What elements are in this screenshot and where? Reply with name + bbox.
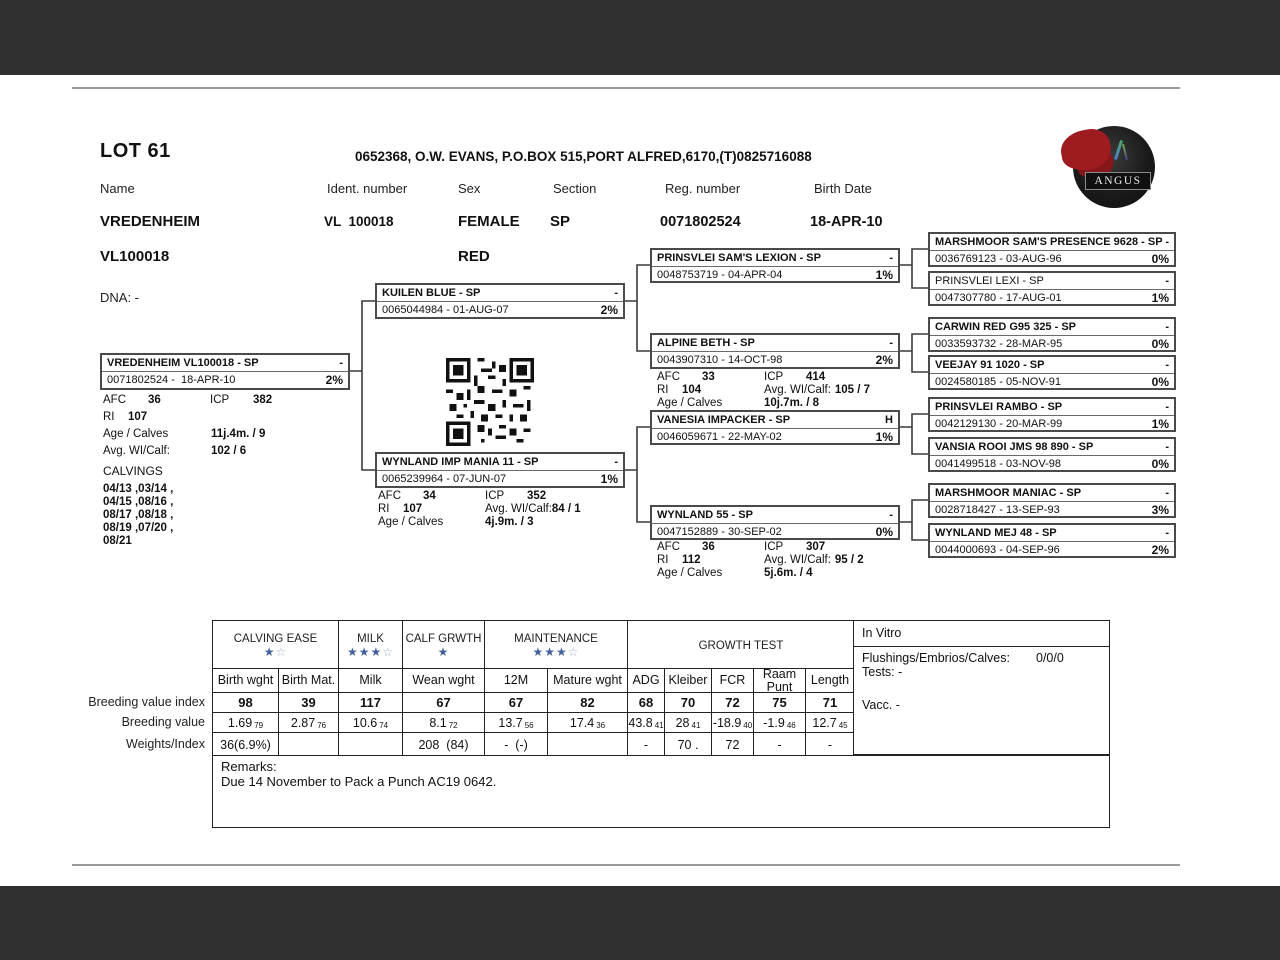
weights-cell: 72 <box>712 733 754 756</box>
index-cell: 82 <box>548 693 628 713</box>
reg-and-date: 0028718427 - 13-SEP-93 <box>935 503 1060 516</box>
group-milk <box>339 621 403 669</box>
status-flag: - <box>889 337 893 349</box>
pedigree-box-gen4-4 <box>928 355 1176 390</box>
index-cell: 39 <box>279 693 339 713</box>
col-header-raam-punt: Raam Punt <box>754 669 806 693</box>
animal-name-value: VREDENHEIM <box>100 213 201 230</box>
reg-and-date: 0033593732 - 28-MAR-95 <box>935 337 1063 350</box>
index-cell: 71 <box>806 693 854 713</box>
weights-cell: 208 (84) <box>403 733 485 756</box>
qr-code <box>446 358 534 446</box>
group-title: GROWTH TEST <box>698 640 784 652</box>
ri-label: RI <box>657 384 669 396</box>
accuracy: 46 <box>786 721 796 730</box>
group-calf-growth <box>403 621 485 669</box>
breeding-value-cell: 10.6 74 <box>339 713 403 733</box>
animal-name: VANSIA ROOI JMS 98 890 - SP <box>935 441 1094 453</box>
age-calves-value: 10j.7m. / 8 <box>764 397 819 409</box>
ri-value: 112 <box>682 554 701 566</box>
col-header-birth-mat: Birth Mat. <box>279 669 339 693</box>
animal-name: WYNLAND IMP MANIA 11 - SP <box>382 456 539 468</box>
group-maintenance <box>485 621 628 669</box>
status-flag: - <box>1165 527 1169 539</box>
col-header-wean-wght: Wean wght <box>403 669 485 693</box>
inbreeding-pct: 0% <box>1151 456 1169 471</box>
ident-label: Ident. number <box>327 181 408 196</box>
age-calves-label: Age / Calves <box>103 428 169 440</box>
afc-label: AFC <box>378 490 401 502</box>
avg-wi-label: Avg. WI/Calf: <box>485 503 552 515</box>
logo-banner-text: ANGUS <box>1085 172 1151 190</box>
reg-and-date: 0046059671 - 22-MAY-02 <box>657 430 782 443</box>
reg-value: 0071802524 <box>660 214 741 230</box>
birth-value: 18-APR-10 <box>810 214 883 230</box>
icp-value: 352 <box>527 490 547 502</box>
pedigree-box-gen4-6 <box>928 437 1176 472</box>
dna-value: DNA: - <box>100 290 139 305</box>
pedigree-box-gen4-1 <box>928 232 1176 267</box>
pedigree-box-gen4-8 <box>928 523 1176 558</box>
pedigree-box-subject <box>100 353 350 390</box>
stats-dam <box>378 490 628 529</box>
afc-label: AFC <box>657 371 680 383</box>
group-title: MAINTENANCE <box>514 633 598 645</box>
reg-label: Reg. number <box>665 181 741 196</box>
calvings-label: CALVINGS <box>103 464 163 478</box>
remarks-label: Remarks: <box>221 759 277 774</box>
status-flag: - <box>1165 359 1169 371</box>
avg-wi-label: Avg. WI/Calf: <box>103 445 170 457</box>
breeding-value-cell: 8.1 72 <box>403 713 485 733</box>
section-value: SP <box>550 213 571 230</box>
status-flag: H <box>885 414 893 426</box>
reg-and-date: 0043907310 - 14-OCT-98 <box>657 353 783 366</box>
breeding-value-table <box>212 620 855 757</box>
reg-and-date: 0065044984 - 01-AUG-07 <box>382 303 509 316</box>
pedigree-box-gen4-7 <box>928 483 1176 518</box>
weights-cell: 36(6.9%) <box>213 733 279 756</box>
animal-name: PRINSVLEI RAMBO - SP <box>935 401 1063 413</box>
status-flag: - <box>1165 275 1169 287</box>
reg-and-date: 0065239964 - 07-JUN-07 <box>382 472 507 485</box>
in-vitro-box <box>853 620 1110 755</box>
stats-subject <box>103 392 383 460</box>
ri-label: RI <box>657 554 669 566</box>
pedigree-box-gen4-2 <box>928 271 1176 306</box>
accuracy: 56 <box>524 721 534 730</box>
afc-value: 34 <box>423 490 436 502</box>
avg-wi-value: 95 / 2 <box>834 554 864 566</box>
group-growth-test <box>628 621 854 669</box>
ri-value: 107 <box>403 503 423 515</box>
accuracy: 36 <box>596 721 606 730</box>
viewer-top-bar <box>0 0 1280 75</box>
status-flag: - <box>1165 487 1169 499</box>
filled-stars-icon: ★ <box>263 645 276 659</box>
inbreeding-pct: 1% <box>600 471 618 486</box>
breeding-value-cell: 28 41 <box>665 713 712 733</box>
col-header-fcr: FCR <box>712 669 754 693</box>
weights-cell <box>339 733 403 756</box>
flushings-label: Flushings/Embrios/Calves: <box>862 651 1010 665</box>
animal-name: VREDENHEIM VL100018 - SP <box>107 357 259 369</box>
status-flag: - <box>1165 401 1169 413</box>
angus-logo <box>1061 124 1159 212</box>
calvings-line: 08/19 ,07/20 , <box>103 522 174 534</box>
index-cell: 75 <box>754 693 806 713</box>
inbreeding-pct: 1% <box>875 267 893 282</box>
accuracy: 41 <box>691 721 701 730</box>
animal-name: ALPINE BETH - SP <box>657 337 755 349</box>
name-label: Name <box>100 181 135 196</box>
age-calves-value: 5j.6m. / 4 <box>764 567 813 579</box>
weights-cell: - <box>754 733 806 756</box>
animal-name: MARSHMOOR MANIAC - SP <box>935 487 1082 499</box>
tests-value: Tests: - <box>862 665 903 679</box>
col-header-milk: Milk <box>339 669 403 693</box>
inbreeding-pct: 2% <box>600 302 618 317</box>
reg-and-date: 0071802524 - 18-APR-10 <box>107 373 236 386</box>
accuracy: 74 <box>379 721 389 730</box>
ident-value: VL 100018 <box>324 214 394 229</box>
icp-label: ICP <box>764 371 784 383</box>
animal-name: WYNLAND MEJ 48 - SP <box>935 527 1057 539</box>
calvings-line: 08/21 <box>103 535 132 547</box>
weights-cell: - (-) <box>485 733 548 756</box>
hollow-stars-icon: ☆ <box>382 645 395 659</box>
index-cell: 68 <box>628 693 665 713</box>
inbreeding-pct: 2% <box>875 352 893 367</box>
breeding-value-cell: -18.9 40 <box>712 713 754 733</box>
weights-cell <box>548 733 628 756</box>
index-cell: 70 <box>665 693 712 713</box>
status-flag: - <box>614 456 618 468</box>
top-divider <box>72 87 1180 89</box>
group-title: CALF GRWTH <box>405 633 482 645</box>
accuracy: 76 <box>317 721 327 730</box>
accuracy: 41 <box>654 721 664 730</box>
group-title: CALVING EASE <box>233 633 318 645</box>
row-label-index: Breeding value index <box>88 695 205 709</box>
avg-wi-value: 102 / 6 <box>211 445 247 457</box>
afc-value: 36 <box>148 394 161 406</box>
reg-and-date: 0042129130 - 20-MAR-99 <box>935 417 1063 430</box>
age-calves-value: 4j.9m. / 3 <box>485 516 534 528</box>
viewer-bottom-bar <box>0 886 1280 960</box>
col-header-birth-wght: Birth wght <box>213 669 279 693</box>
filled-stars-icon: ★★★ <box>346 645 383 659</box>
pedigree-box-gen3-4 <box>650 505 900 540</box>
hollow-stars-icon: ☆ <box>567 645 580 659</box>
animal-name: PRINSVLEI LEXI - SP <box>935 275 1044 287</box>
age-calves-label: Age / Calves <box>378 516 444 528</box>
owner-line: 0652368, O.W. EVANS, P.O.BOX 515,PORT ALFRED,6170,(T)0825716088 <box>355 149 812 164</box>
col-header-adg: ADG <box>628 669 665 693</box>
pedigree-box-gen3-3 <box>650 410 900 445</box>
breeding-value-cell: 13.7 56 <box>485 713 548 733</box>
index-cell: 67 <box>403 693 485 713</box>
breeding-value-cell: 2.87 76 <box>279 713 339 733</box>
sex-value: FEMALE <box>458 213 520 230</box>
animal-name: MARSHMOOR SAM'S PRESENCE 9628 - SP <box>935 236 1163 248</box>
col-header-length: Length <box>806 669 854 693</box>
avg-wi-value: 105 / 7 <box>834 384 871 396</box>
calvings-line: 04/13 ,03/14 , <box>103 483 174 495</box>
group-title: MILK <box>357 633 384 645</box>
status-flag: - <box>1165 236 1169 248</box>
inbreeding-pct: 1% <box>1151 290 1169 305</box>
reg-and-date: 0041499518 - 03-NOV-98 <box>935 457 1061 470</box>
icp-label: ICP <box>210 394 230 406</box>
accuracy: 40 <box>743 721 753 730</box>
filled-stars-icon: ★ <box>437 645 450 659</box>
accuracy: 45 <box>838 721 848 730</box>
animal-name: VEEJAY 91 1020 - SP <box>935 359 1045 371</box>
in-vitro-title: In Vitro <box>854 621 1109 647</box>
breeding-value-cell: -1.9 46 <box>754 713 806 733</box>
colour-value: RED <box>458 248 490 265</box>
ri-label: RI <box>103 411 115 423</box>
pedigree-box-gen3-1 <box>650 248 900 283</box>
inbreeding-pct: 0% <box>1151 374 1169 389</box>
sex-label: Sex <box>458 181 481 196</box>
status-flag: - <box>889 509 893 521</box>
pedigree-box-sire <box>375 283 625 319</box>
group-calving-ease <box>213 621 339 669</box>
index-cell: 98 <box>213 693 279 713</box>
inbreeding-pct: 2% <box>1151 542 1169 557</box>
inbreeding-pct: 3% <box>1151 502 1169 517</box>
breeding-value-cell: 1.69 79 <box>213 713 279 733</box>
breeding-value-cell: 12.7 45 <box>806 713 854 733</box>
breeding-value-cell: 43.8 41 <box>628 713 665 733</box>
icp-value: 307 <box>806 541 826 553</box>
avg-wi-label: Avg. WI/Calf: <box>764 554 831 566</box>
icp-value: 382 <box>253 394 273 406</box>
accuracy: 72 <box>448 721 458 730</box>
filled-stars-icon: ★★★ <box>532 645 568 659</box>
index-cell: 72 <box>712 693 754 713</box>
afc-label: AFC <box>657 541 680 553</box>
index-cell: 67 <box>485 693 548 713</box>
hollow-stars-icon: ☆ <box>275 645 288 659</box>
ri-label: RI <box>378 503 390 515</box>
inbreeding-pct: 1% <box>875 429 893 444</box>
afc-value: 33 <box>702 371 715 383</box>
reg-and-date: 0044000693 - 04-SEP-96 <box>935 543 1060 556</box>
status-flag: - <box>614 287 618 299</box>
vacc-value: Vacc. - <box>862 698 900 712</box>
bottom-divider <box>72 864 1180 866</box>
animal-name: WYNLAND 55 - SP <box>657 509 753 521</box>
animal-name: PRINSVLEI SAM'S LEXION - SP <box>657 252 821 264</box>
reg-and-date: 0024580185 - 05-NOV-91 <box>935 375 1061 388</box>
star-rating <box>438 645 450 659</box>
herd-id-value: VL100018 <box>100 248 170 265</box>
calvings-line: 04/15 ,08/16 , <box>103 496 174 508</box>
inbreeding-pct: 2% <box>325 372 343 387</box>
col-header-kleiber: Kleiber <box>665 669 712 693</box>
section-label: Section <box>553 181 597 196</box>
stats-wynland-55 <box>657 541 907 580</box>
pedigree-box-gen4-3 <box>928 317 1176 352</box>
afc-value: 36 <box>702 541 715 553</box>
icp-label: ICP <box>485 490 505 502</box>
status-flag: - <box>1165 441 1169 453</box>
afc-label: AFC <box>103 394 126 406</box>
reg-and-date: 0048753719 - 04-APR-04 <box>657 268 783 281</box>
index-cell: 117 <box>339 693 403 713</box>
weights-cell <box>279 733 339 756</box>
status-flag: - <box>1165 321 1169 333</box>
age-calves-value: 11j.4m. / 9 <box>211 428 266 440</box>
pedigree-box-gen3-2 <box>650 333 900 369</box>
animal-name: CARWIN RED G95 325 - SP <box>935 321 1077 333</box>
avg-wi-label: Avg. WI/Calf: <box>764 384 831 396</box>
star-rating <box>532 645 579 659</box>
weights-cell: - <box>628 733 665 756</box>
reg-and-date: 0047307780 - 17-AUG-01 <box>935 291 1062 304</box>
inbreeding-pct: 0% <box>875 524 893 539</box>
reg-and-date: 0047152889 - 30-SEP-02 <box>657 525 782 538</box>
inbreeding-pct: 0% <box>1151 251 1169 266</box>
col-header-12m: 12M <box>485 669 548 693</box>
icp-value: 414 <box>806 371 826 383</box>
col-header-mature-wght: Mature wght <box>548 669 628 693</box>
ri-value: 107 <box>128 411 148 423</box>
row-label-breeding-value: Breeding value <box>121 715 205 729</box>
pedigree-box-dam <box>375 452 625 488</box>
status-flag: - <box>339 357 343 369</box>
inbreeding-pct: 0% <box>1151 336 1169 351</box>
remarks-box <box>212 755 1110 828</box>
weights-cell: - <box>827 737 833 752</box>
status-flag: - <box>889 252 893 264</box>
inbreeding-pct: 1% <box>1151 416 1169 431</box>
lot-number: LOT 61 <box>100 140 171 162</box>
age-calves-label: Age / Calves <box>657 397 723 409</box>
birth-label: Birth Date <box>814 181 872 196</box>
row-label-weights: Weights/Index <box>126 737 205 751</box>
star-rating <box>347 645 394 659</box>
age-calves-label: Age / Calves <box>657 567 723 579</box>
animal-name: VANESIA IMPACKER - SP <box>657 414 791 426</box>
remarks-text: Due 14 November to Pack a Punch AC19 0642. <box>221 774 497 789</box>
calvings-line: 08/17 ,08/18 , <box>103 509 174 521</box>
avg-wi-value: 84 / 1 <box>551 503 581 515</box>
reg-and-date: 0036769123 - 03-AUG-96 <box>935 252 1062 265</box>
animal-name: KUILEN BLUE - SP <box>382 287 481 299</box>
ri-value: 104 <box>682 384 702 396</box>
accuracy: 79 <box>254 721 264 730</box>
breeding-value-cell: 17.4 36 <box>548 713 628 733</box>
flushings-value: 0/0/0 <box>1036 651 1064 665</box>
star-rating <box>264 645 288 659</box>
pedigree-box-gen4-5 <box>928 397 1176 432</box>
stats-alpine-beth <box>657 371 907 410</box>
weights-cell: 70 . <box>665 733 712 756</box>
icp-label: ICP <box>764 541 784 553</box>
